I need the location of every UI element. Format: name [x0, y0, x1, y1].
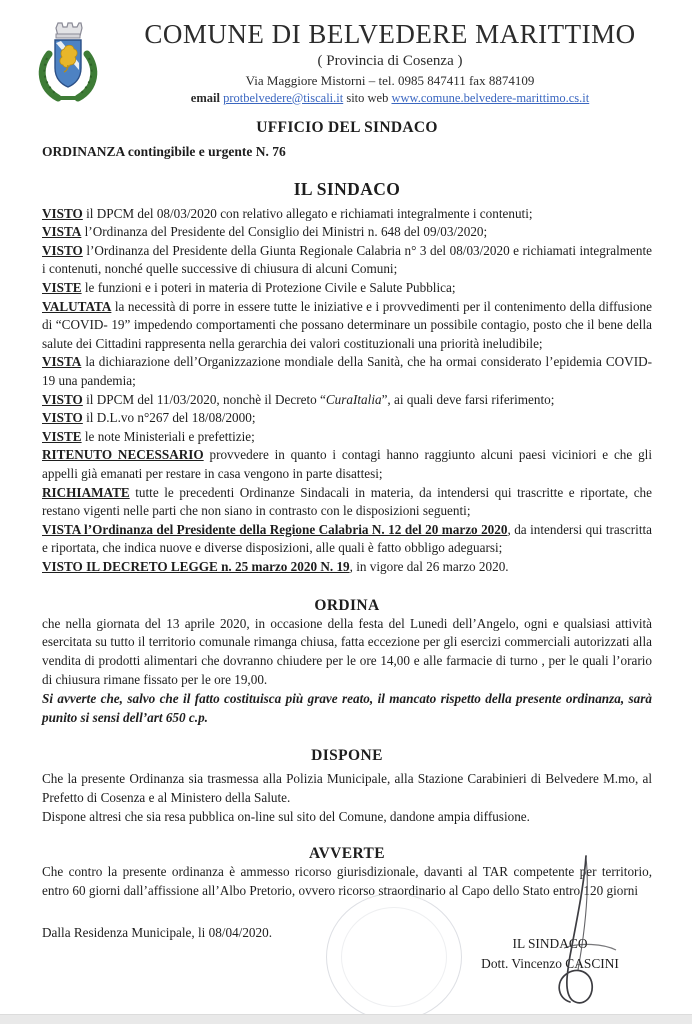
text-segment: CuraItalia	[325, 391, 382, 407]
text-segment: le note Ministeriali e prefettizie;	[81, 428, 255, 444]
recital-paragraph	[42, 428, 652, 447]
recital-paragraph	[42, 409, 652, 428]
letterhead	[88, 0, 692, 106]
text-segment: , da intendersi qui trascritta e riportata, che indica nuove e diverse disposizioni, alle quali è fatto obbligo adeguarsi;	[42, 521, 652, 556]
recital-paragraph	[42, 242, 652, 279]
text-segment: VISTA l’Ordinanza del Presidente della Regione Calabria N. 12 del 20 marzo 2020	[42, 521, 508, 537]
avverte-heading: AVVERTE	[308, 844, 386, 862]
recital-paragraph	[42, 446, 652, 483]
province-subtitle: ( Provincia di Cosenza )	[317, 52, 463, 69]
penalty-warning-paragraph: Si avverte che, salvo che il fatto costituisca più grave reato, il mancato rispetto della presente ordinanza, sarà punito si sensi dell’art 650 c.p.	[42, 690, 652, 725]
recital-paragraph	[42, 391, 652, 410]
recital-paragraph	[42, 484, 652, 521]
text-segment: VALUTATA	[42, 298, 112, 314]
municipal-coat-of-arms-icon	[34, 16, 102, 112]
recital-paragraph	[42, 279, 652, 298]
contact-line	[88, 91, 692, 106]
signer-role: IL SINDACO	[512, 936, 588, 951]
signer-name: Dott. Vincenzo CASCINI	[481, 956, 619, 971]
text-segment: VISTO	[42, 410, 83, 426]
text-segment: VISTE	[42, 280, 82, 296]
text-segment: l’Ordinanza del Presidente del Consiglio dei Ministri n. 648 del 09/03/2020;	[81, 224, 488, 240]
text-segment: RITENUTO NECESSARIO	[42, 447, 204, 463]
text-segment: la dichiarazione dell’Organizzazione mondiale della Sanità, che ha ormai considerato l’epidemia COVID-19 una pandemia;	[42, 354, 652, 389]
text-segment: il D.L.vo n°267 del 18/08/2000;	[82, 410, 256, 426]
web-label: sito web	[346, 90, 389, 105]
ordina-paragraph: che nella giornata del 13 aprile 2020, in occasione della festa del Lunedi dell’Angelo, ogni e qualsiasi attività esercitata su tutto il territorio comunale rimanga chiusa, fatta eccezione per gli esercizi commerciali autorizzati alla vendita di prodotti alimentari che dovranno chiudere per le ore 14,00 e alle farmacie di turno , per le quali l’orario di chiusura rimane fissato per le ore 19,00.	[42, 615, 652, 687]
dispone-paragraph: Che la presente Ordinanza sia trasmessa alla Polizia Municipale, alla Stazione Carabinieri di Belvedere M.mo, al Prefetto di Cosenza e al Ministero della Salute.	[42, 771, 652, 806]
recital-paragraph	[42, 223, 652, 242]
document-body	[0, 119, 692, 942]
text-segment: VISTO	[42, 391, 83, 407]
dispone-paragraph: Dispone altresi che sia resa pubblica on-line sul sito del Comune, dandone ampia diffusione.	[42, 808, 530, 824]
email-link[interactable]: protbelvedere@tiscali.it	[223, 90, 344, 105]
text-segment: VISTO	[42, 205, 83, 221]
avverte-paragraph: Che contro la presente ordinanza è ammesso ricorso giurisdizionale, davanti al TAR competente per territorio, entro 60 giorni dall’affissione all’Albo Pretorio, ovvero ricorso straordinario al Capo dello Stato entro 120 giorni	[42, 863, 652, 898]
text-segment: VISTE	[42, 428, 82, 444]
handwritten-signature	[520, 852, 650, 1017]
recital-paragraph	[42, 558, 652, 577]
ordina-heading: ORDINA	[314, 596, 380, 614]
scan-edge-strip	[0, 1014, 692, 1024]
round-stamp-inner-ring	[341, 907, 447, 1007]
dateline: Dalla Residenza Municipale, li 08/04/2020.	[42, 925, 272, 941]
text-segment: VISTO	[42, 242, 83, 258]
text-segment: provvedere in quanto i contagi hanno raggiunto alcuni paesi viciniori e che gli appelli già emanati per restare in casa vengono in parte disattesi;	[42, 447, 652, 481]
text-segment: tutte le precedenti Ordinanze Sindacali in materia, da intendersi qui trascritte e riportate, che restano vigenti nelle parti che non siano in contrasto con le disposizioni seguenti;	[42, 484, 652, 519]
website-link[interactable]: www.comune.belvedere-marittimo.cs.it	[391, 90, 590, 105]
text-segment: VISTO IL DECRETO LEGGE n. 25 marzo 2020 N. 19	[42, 558, 350, 574]
text-segment: il DPCM del 08/03/2020 con relativo allegato e richiamati integralmente i contenuti;	[82, 205, 533, 221]
text-segment: le funzioni e i poteri in materia di Protezione Civile e Salute Pubblica;	[81, 280, 456, 296]
dispone-heading: DISPONE	[311, 747, 383, 765]
text-segment: il DPCM del 11/03/2020, nonchè il Decreto “	[82, 391, 326, 407]
subject-heading: IL SINDACO	[293, 178, 401, 199]
municipality-title: COMUNE DI BELVEDERE MARITTIMO	[144, 19, 636, 49]
text-segment: la necessità di porre in essere tutte le iniziative e i provvedimenti per il contenimento della diffusione di “COVID- 19” impedendo comportamenti che possano determinare un possibile contagio, posto che il bene della salute dei Cittadini rappresenta nella gerarchia dei valori costituzionali una priorità ineludibile;	[42, 298, 652, 351]
text-segment: , in vigore dal 26 marzo 2020.	[349, 558, 509, 574]
text-segment: VISTA	[42, 354, 82, 370]
text-segment: l’Ordinanza del Presidente della Giunta Regionale Calabria n° 3 del 08/03/2020 e richiamati integralmente i contenuti, nonché quelle successive di chiusura di alcuni Comuni;	[42, 242, 652, 277]
recital-paragraph	[42, 205, 652, 224]
recitals-section	[42, 205, 652, 577]
text-segment: ”, ai quali deve farsi riferimento;	[381, 391, 555, 407]
text-segment: VISTA	[42, 224, 82, 240]
email-label: email	[190, 90, 220, 105]
ordinance-number-line: ORDINANZA contingibile e urgente N. 76	[42, 143, 286, 159]
address-line: Via Maggiore Mistorni – tel. 0985 847411 fax 8874109	[245, 72, 535, 88]
recital-paragraph	[42, 353, 652, 390]
office-heading: UFFICIO DEL SINDACO	[256, 118, 438, 136]
text-segment: RICHIAMATE	[42, 484, 130, 500]
recital-paragraph	[42, 298, 652, 354]
recital-paragraph	[42, 521, 652, 558]
